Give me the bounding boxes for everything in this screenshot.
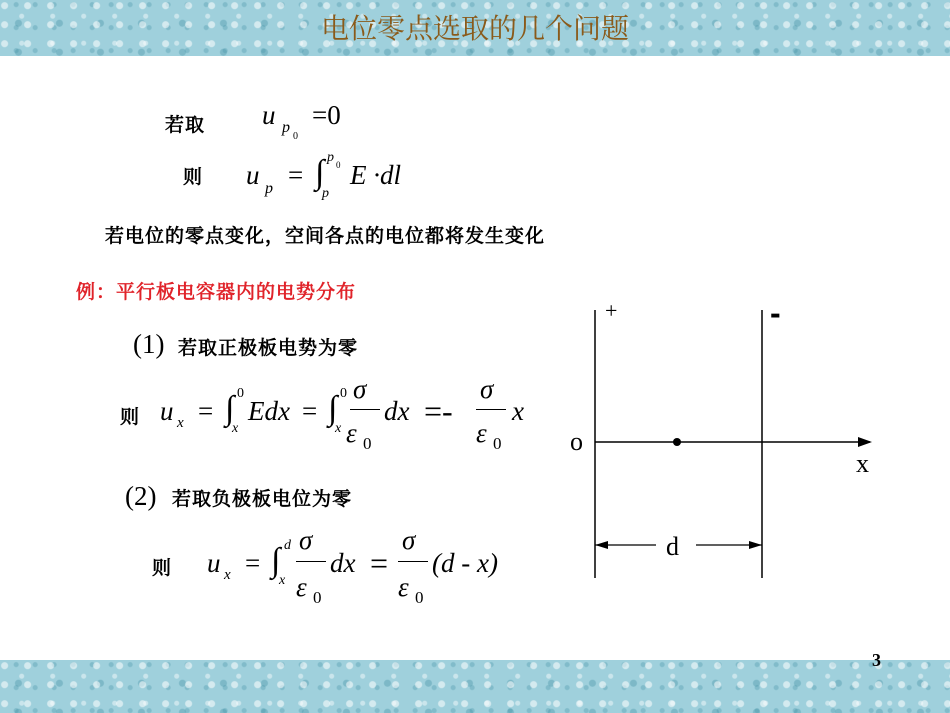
- case2-paren: (d - x): [432, 548, 498, 578]
- case1-lower1: x: [232, 421, 239, 436]
- f1-rhs: =0: [312, 100, 341, 130]
- case2-eq1: =: [245, 548, 261, 578]
- case2-fraction-bar2: [398, 561, 428, 562]
- case1-upper1: 0: [237, 386, 244, 401]
- case2-lower: x: [279, 573, 286, 588]
- slide-title: 电位零点选取的几个问题: [320, 12, 629, 45]
- f2-lower: p: [322, 186, 329, 201]
- case1-ze: 则: [120, 406, 141, 428]
- f1-u: u: [262, 100, 276, 130]
- case1-fraction-bar1: [350, 409, 380, 410]
- case2-eps1-sub: 0: [313, 588, 322, 607]
- d-arrow-right-icon: [749, 541, 762, 549]
- case2-number: (2): [125, 481, 157, 511]
- f2-integrand: E ·dl: [350, 160, 401, 190]
- example-heading: 例：平行板电容器内的电势分布: [76, 281, 357, 303]
- case1-eps1: ε: [346, 418, 357, 448]
- case1-eps1-sub: 0: [363, 434, 372, 453]
- x-axis-arrow-icon: [858, 437, 872, 447]
- page-number: 3: [872, 650, 881, 670]
- statement-text: 若电位的零点变化，空间各点的电位都将发生变化: [105, 225, 546, 247]
- case1-eps2-sub: 0: [493, 434, 502, 453]
- f2-equals: =: [288, 160, 304, 190]
- case1-integral1-icon: ∫: [225, 390, 235, 427]
- case1-u-sub: x: [177, 415, 184, 431]
- case2-ze: 则: [152, 557, 173, 579]
- case1-sigma2: σ: [480, 374, 494, 404]
- case2-eps2-sub: 0: [415, 588, 424, 607]
- f1-sub-p: p: [282, 119, 290, 136]
- case1-fraction-bar2: [476, 409, 506, 410]
- case1-u: u: [160, 396, 174, 426]
- case2-eps1: ε: [296, 572, 307, 602]
- origin-label: o: [570, 427, 583, 456]
- case1-eq3: =-: [424, 393, 453, 429]
- case2-eq2: =: [370, 545, 389, 581]
- label-ze: 则: [183, 166, 204, 188]
- case2-u-sub: x: [224, 567, 231, 583]
- plus-sign: +: [605, 298, 618, 323]
- case1-lower2: x: [335, 421, 342, 436]
- case1-eps2: ε: [476, 418, 487, 448]
- case1-text: 若取正极板电势为零: [178, 337, 359, 359]
- f2-upper-sub: 0: [336, 160, 341, 170]
- case1-x: x: [512, 396, 524, 426]
- case2-eps2: ε: [398, 572, 409, 602]
- case2-fraction-bar1: [296, 561, 326, 562]
- f2-sub-p: p: [265, 180, 273, 197]
- case1-number: (1): [133, 329, 165, 359]
- f2-u: u: [246, 160, 260, 190]
- field-point-dot: [673, 438, 681, 446]
- case2-upper: d: [284, 538, 291, 553]
- case2-u: u: [207, 548, 221, 578]
- minus-sign: -: [770, 295, 781, 331]
- f2-integral-icon: ∫: [315, 154, 325, 191]
- footer-band: [0, 660, 950, 713]
- case1-term1: Edx: [248, 396, 290, 426]
- x-axis-label: x: [856, 449, 869, 478]
- d-label: d: [666, 532, 679, 561]
- case1-eq1: =: [198, 396, 214, 426]
- case1-upper2: 0: [340, 386, 347, 401]
- case2-dx: dx: [330, 548, 356, 578]
- case1-integral2-icon: ∫: [328, 390, 338, 427]
- case2-integral-icon: ∫: [271, 542, 281, 579]
- f2-upper: p: [327, 150, 334, 165]
- capacitor-diagram: [560, 290, 890, 590]
- d-arrow-left-icon: [595, 541, 608, 549]
- f1-subsub-0: 0: [293, 131, 298, 142]
- label-ruoqu: 若取: [165, 114, 206, 136]
- case2-text: 若取负极板电位为零: [172, 488, 353, 510]
- case1-dx: dx: [384, 396, 410, 426]
- case2-sigma1: σ: [299, 525, 313, 555]
- case1-eq2: =: [302, 396, 318, 426]
- case2-sigma2: σ: [402, 525, 416, 555]
- case1-sigma1: σ: [353, 374, 367, 404]
